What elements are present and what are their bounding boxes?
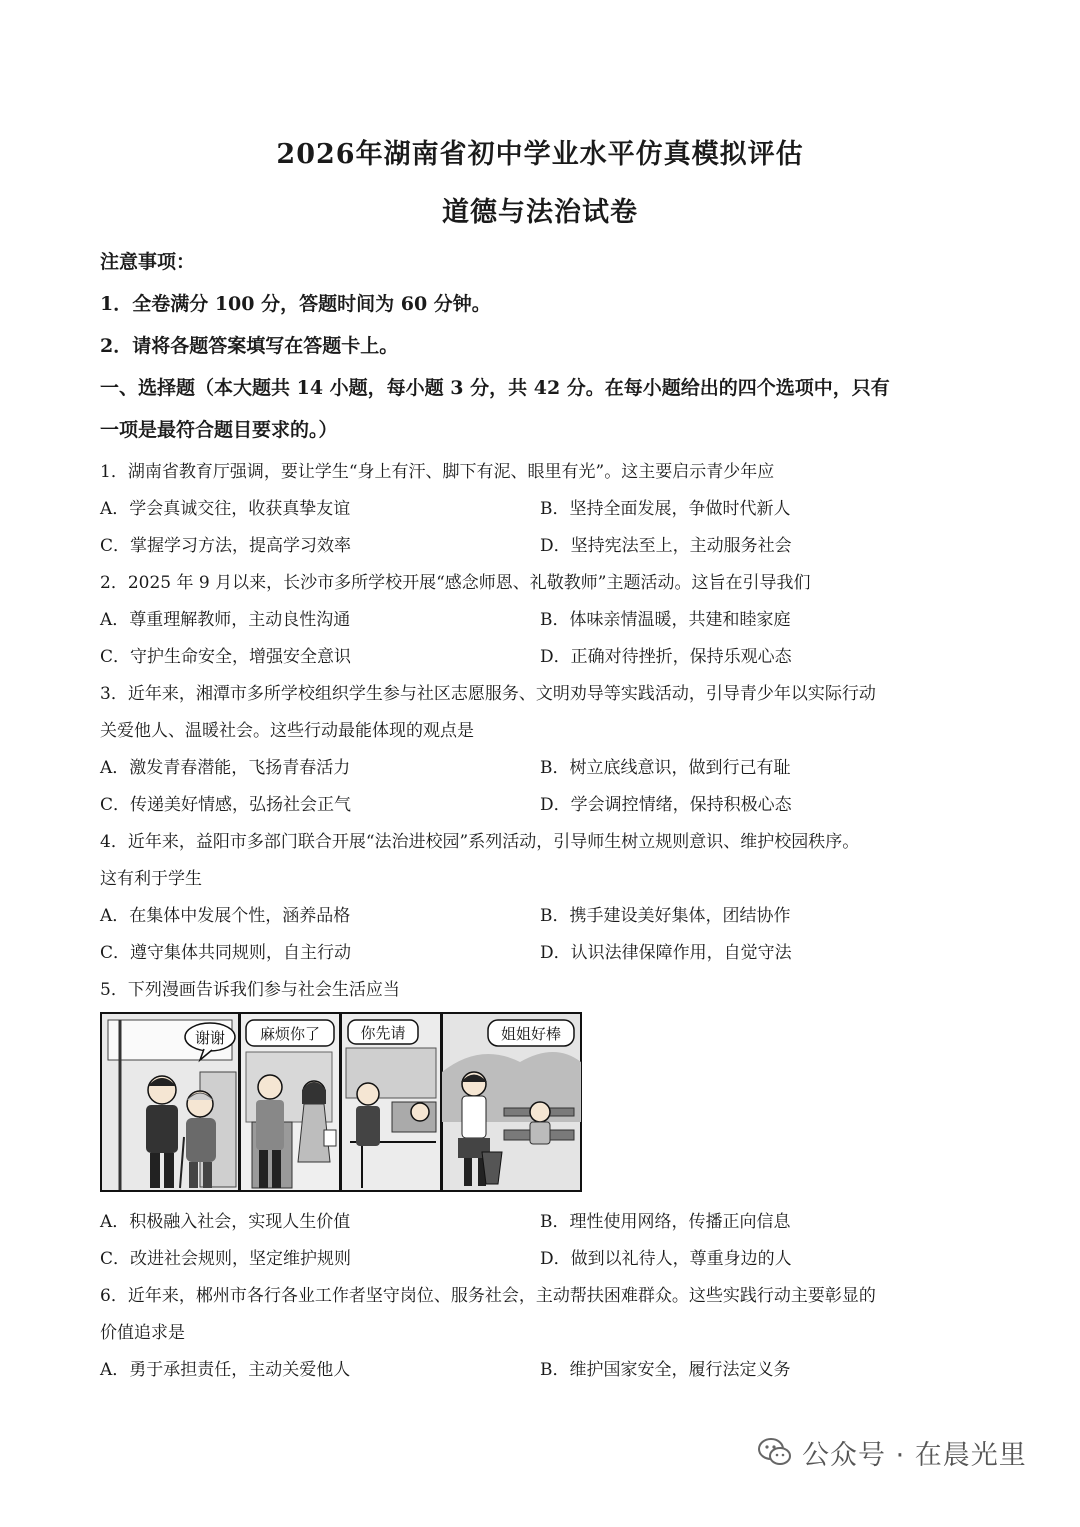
comic-bubble-text: 谢谢 — [194, 1029, 226, 1047]
exam-subtitle: 道德与法治试卷 — [442, 197, 638, 228]
watermark-text: 公众号 · 在晨光里 — [802, 1439, 1027, 1471]
option-d: D．做到以礼待人，尊重身边的人 — [540, 1249, 792, 1269]
option-c: C．掌握学习方法，提高学习效率 — [100, 536, 352, 556]
exam-title: 2026年湖南省初中学业水平仿真模拟评估 — [276, 139, 804, 170]
note-item: 2．请将各题答案填写在答题卡上。 — [100, 335, 399, 357]
comic-panel-park — [442, 1013, 581, 1191]
question-stem: 4．近年来，益阳市多部门联合开展“法治进校园”系列活动，引导师生树立规则意识、维护校园秩序。 — [100, 832, 860, 852]
option-c: C．守护生命安全，增强安全意识 — [100, 647, 352, 667]
option-b: B．坚持全面发展，争做时代新人 — [540, 499, 791, 519]
option-a: A．积极融入社会，实现人生价值 — [100, 1212, 351, 1232]
comic-panel-bus — [101, 1013, 239, 1191]
option-d: D．正确对待挫折，保持乐观心态 — [540, 647, 792, 667]
section-heading: 一、选择题（本大题共 14 小题，每小题 3 分，共 42 分。在每小题给出的四个选项中，只有 — [100, 377, 890, 399]
note-item: 1．全卷满分 100 分，答题时间为 60 分钟。 — [100, 293, 491, 315]
option-a: A．激发青春潜能，飞扬青春活力 — [100, 758, 351, 778]
option-b: B．携手建设美好集体，团结协作 — [540, 906, 791, 926]
question-stem: 6．近年来，郴州市各行各业工作者坚守岗位、服务社会，主动帮扶困难群众。这些实践行动主要彰显的 — [100, 1286, 876, 1306]
section-heading-cont: 一项是最符合题目要求的。） — [100, 419, 338, 441]
option-b: B．体味亲情温暖，共建和睦家庭 — [540, 610, 791, 630]
option-b: B．理性使用网络，传播正向信息 — [540, 1212, 791, 1232]
comic-strip — [100, 1012, 582, 1192]
comic-bubble-text: 你先请 — [360, 1024, 406, 1042]
comic-panel-queue — [341, 1013, 441, 1191]
question-stem: 1．湖南省教育厅强调，要让学生“身上有汗、脚下有泥、眼里有光”。这主要启示青少年应 — [100, 462, 775, 482]
question-stem: 3．近年来，湘潭市多所学校组织学生参与社区志愿服务、文明劝导等实践活动，引导青少年以实际行动 — [100, 684, 876, 704]
option-c: C．改进社会规则，坚定维护规则 — [100, 1249, 352, 1269]
option-d: D．坚持宪法至上，主动服务社会 — [540, 536, 792, 556]
watermark — [758, 1432, 1027, 1472]
option-b: B．维护国家安全，履行法定义务 — [540, 1360, 791, 1380]
option-c: C．遵守集体共同规则，自主行动 — [100, 943, 352, 963]
option-a: A．尊重理解教师，主动良性沟通 — [100, 610, 351, 630]
comic-bubble-text: 姐姐好棒 — [500, 1025, 562, 1043]
option-b: B．树立底线意识，做到行己有耻 — [540, 758, 791, 778]
option-d: D．认识法律保障作用，自觉守法 — [540, 943, 792, 963]
option-d: D．学会调控情绪，保持积极心态 — [540, 795, 792, 815]
comic-bubble-text: 麻烦你了 — [259, 1025, 321, 1043]
option-a: A．勇于承担责任，主动关爱他人 — [100, 1360, 351, 1380]
question-stem: 2．2025 年 9 月以来，长沙市多所学校开展“感念师恩、礼敬教师”主题活动。这旨在引导我们 — [100, 573, 811, 593]
option-a: A．在集体中发展个性，涵养品格 — [100, 906, 351, 926]
wechat-icon — [758, 1437, 792, 1467]
comic-panel-shop — [240, 1013, 340, 1191]
question-stem-cont: 价值追求是 — [100, 1323, 185, 1343]
option-c: C．传递美好情感，弘扬社会正气 — [100, 795, 352, 815]
question-stem: 5．下列漫画告诉我们参与社会生活应当 — [100, 980, 400, 1000]
question-stem-cont: 关爱他人、温暖社会。这些行动最能体现的观点是 — [100, 721, 474, 741]
question-stem-cont: 这有利于学生 — [100, 869, 202, 889]
option-a: A．学会真诚交往，收获真挚友谊 — [100, 499, 351, 519]
notes-heading: 注意事项： — [100, 251, 196, 273]
